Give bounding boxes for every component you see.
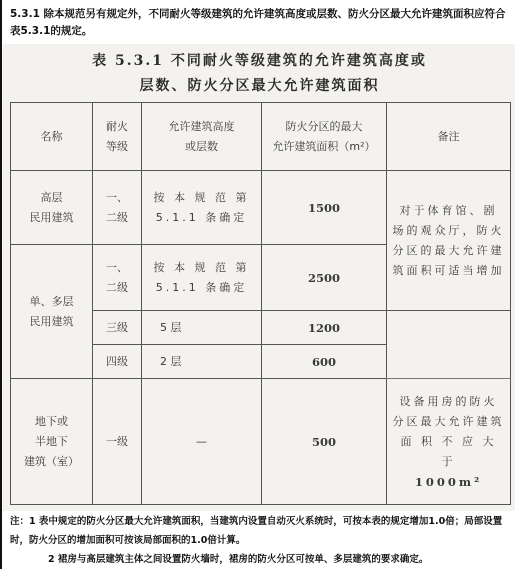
intro-paragraph: 5.3.1 除本规范另有规定外，不同耐火等级建筑的允许建筑高度或层数、防火分区最大允许建筑面积应符合表5.3.1的规定。 — [10, 8, 506, 37]
area-cell: 1500 — [262, 171, 387, 245]
height-cell: 按 本 规 范 第 5.1.1 条确定 — [142, 245, 262, 311]
area-cell: 1200 — [262, 311, 387, 345]
header-fire-grade: 耐火 等级 — [93, 103, 142, 171]
header-allowed-height: 允许建筑高度 或层数 — [142, 103, 262, 171]
group-name-cell: 高层 民用建筑 — [11, 171, 93, 245]
remark-cell: 设备用房的防火 分区最大允许建筑 面 积 不 应 大 于 1000m² — [387, 379, 511, 505]
table-header-row — [11, 103, 511, 171]
header-name: 名称 — [11, 103, 93, 171]
height-cell: 2 层 — [142, 345, 262, 379]
table-caption-line-2: 层数、防火分区最大允许建筑面积 — [139, 78, 380, 94]
fire-grade-cell: 一、 二级 — [93, 171, 142, 245]
fire-grade-cell: 一级 — [93, 379, 142, 505]
table-row — [11, 171, 511, 245]
header-max-area: 防火分区的最大 允许建筑面积（m²） — [262, 103, 387, 171]
remark-cell: 对于体育馆、剧 场的观众厅，防火 分区的最大允许建 筑面积可适当增加 — [387, 171, 511, 311]
fire-grade-cell: 四级 — [93, 345, 142, 379]
note-1: 注：1 表中规定的防火分区最大允许建筑面积，当建筑内设置自动灭火系统时，可按本表的规定增加1.0倍；局部设置时，防火分区的增加面积可按该局部面积的1.0倍计算。 — [10, 516, 503, 546]
height-cell: — — [142, 379, 262, 505]
group-name-cell: 地下或 半地下 建筑（室） — [11, 379, 93, 505]
height-cell: 按 本 规 范 第 5.1.1 条确定 — [142, 171, 262, 245]
area-cell: 2500 — [262, 245, 387, 311]
fire-grade-cell: 三级 — [93, 311, 142, 345]
table-row — [11, 379, 511, 505]
fire-grade-cell: 一、 二级 — [93, 245, 142, 311]
fire-compartment-table — [10, 102, 511, 505]
remark-cell-empty — [387, 311, 511, 379]
area-cell: 600 — [262, 345, 387, 379]
table-notes — [10, 512, 510, 569]
note-2: 2 裙房与高层建筑主体之间设置防火墙时，裙房的防火分区可按单、多层建筑的要求确定。 — [48, 554, 429, 565]
table-caption-line-1: 表 5.3.1 不同耐火等级建筑的允许建筑高度或 — [92, 53, 427, 69]
group-name-cell: 单、多层 民用建筑 — [11, 245, 93, 379]
height-cell: 5 层 — [142, 311, 262, 345]
header-remarks: 备注 — [387, 103, 511, 171]
area-cell: 500 — [262, 379, 387, 505]
